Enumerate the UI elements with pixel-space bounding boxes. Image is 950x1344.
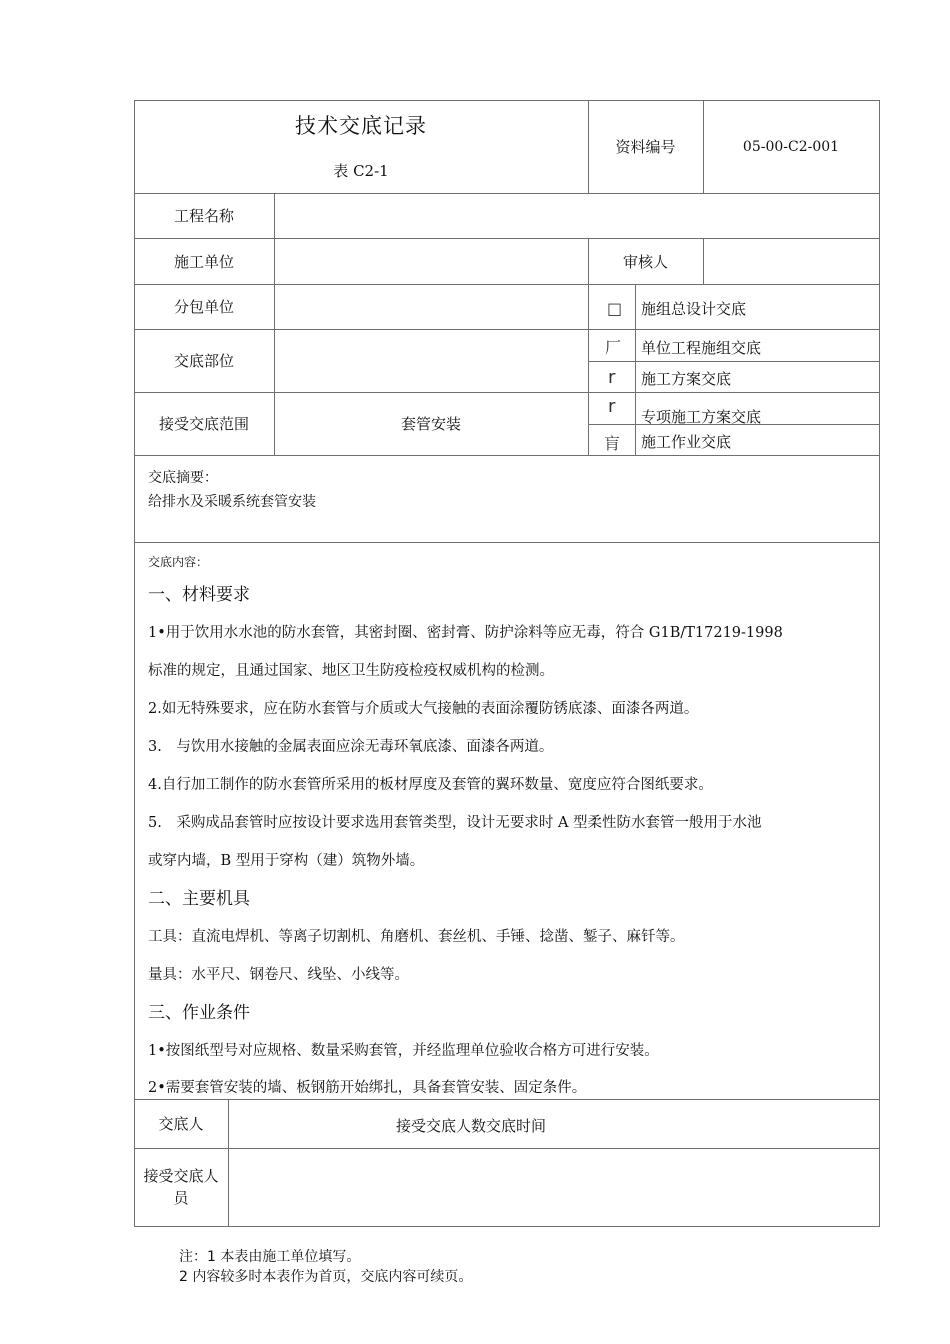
table-border-right — [879, 100, 880, 1227]
checkbox-mark-icon: 肓 — [604, 434, 621, 453]
receivers-field[interactable] — [229, 1149, 879, 1226]
paragraph: 1•按图纸型号对应规格、数量采购套管，并经监理单位验收合格方可进行安装。 — [148, 1043, 659, 1059]
table-border-bottom — [134, 1226, 880, 1227]
subcontractor-label: 分包单位 — [173, 298, 234, 316]
type-option-construction-plan[interactable] — [589, 362, 879, 392]
type-option-label: 施工方案交底 — [641, 370, 732, 388]
construction-unit-field[interactable] — [275, 239, 588, 284]
type-option-label: 施组总设计交底 — [641, 300, 747, 318]
paragraph: 2•需要套管安装的墙、板钢筋开始绑扎，具备套管安装、固定条件。 — [148, 1080, 587, 1096]
type-option-unit-project[interactable] — [589, 330, 879, 361]
paragraph: 量具：水平尺、钢卷尺、线坠、小线等。 — [148, 967, 409, 983]
receiver-info-label: 接受交底人数交底时间 — [396, 1117, 547, 1135]
project-name-label: 工程名称 — [173, 207, 234, 225]
location-label: 交底部位 — [173, 352, 234, 370]
location-field[interactable] — [275, 330, 588, 392]
summary-label: 交底摘要： — [148, 470, 218, 486]
presenter-label: 交底人 — [158, 1115, 204, 1133]
doc-number-value: 05-00-C2-001 — [742, 138, 840, 155]
paragraph: 2.如无特殊要求，应在防水套管与介质或大气接触的表面涂覆防锈底漆、面漆各两道。 — [148, 701, 699, 717]
paragraph: 4.自行加工制作的防水套管所采用的板材厚度及套管的翼环数量、宽度应符合图纸要求。 — [148, 777, 713, 793]
construction-unit-label: 施工单位 — [173, 252, 234, 271]
paragraph: 5. 采购成品套管时应按设计要求选用套管类型，设计无要求时 A 型柔性防水套管一般用于水池 — [148, 815, 762, 831]
section-heading: 三、作业条件 — [148, 1003, 250, 1023]
form-title: 技术交底记录 — [295, 114, 427, 138]
receivers-label: 接受交底人员 — [143, 1167, 219, 1207]
row-divider — [134, 542, 880, 543]
type-option-operation[interactable] — [589, 425, 879, 455]
project-name-field[interactable] — [275, 194, 879, 238]
row-divider — [134, 1099, 880, 1100]
type-option-special-plan[interactable] — [589, 393, 879, 424]
section-heading: 一、材料要求 — [148, 585, 250, 605]
scope-value: 套管安装 — [400, 415, 461, 433]
checkbox-icon: □ — [607, 299, 623, 318]
note-line: 注：1 本表由施工单位填写。 — [179, 1249, 361, 1265]
paragraph: 标准的规定，且通过国家、地区卫生防疫检疫权威机构的检测。 — [148, 663, 554, 679]
content-label: 交底内容： — [148, 555, 209, 569]
paragraph: 或穿内墙，B 型用于穿构（建）筑物外墙。 — [148, 853, 425, 869]
paragraph: 1•用于饮用水水池的防水套管，其密封圈、密封膏、防护涂料等应无毒，符合 G1B/T17219-1998 — [148, 625, 783, 641]
paragraph: 工具：直流电焊机、等离子切割机、角磨机、套丝机、手锤、捻凿、錾子、麻钎等。 — [148, 929, 685, 945]
scope-label: 接受交底范围 — [158, 415, 249, 433]
section-heading: 二、主要机具 — [148, 889, 250, 909]
paragraph: 3. 与饮用水接触的金属表面应涂无毒环氧底漆、面漆各两道。 — [148, 739, 554, 755]
summary-text: 给排水及采暖系统套管安装 — [148, 494, 316, 510]
form-number: 表 C2-1 — [333, 162, 389, 180]
checkbox-mark-icon: r — [608, 367, 616, 388]
checkbox-mark-icon: 厂 — [605, 338, 622, 357]
subcontractor-field[interactable] — [275, 285, 588, 329]
reviewer-label: 审核人 — [622, 252, 668, 271]
row-divider — [134, 455, 880, 456]
type-option-label: 单位工程施组交底 — [641, 339, 762, 357]
type-option-label: 施工作业交底 — [641, 433, 732, 451]
checkbox-mark-icon: r — [608, 396, 616, 417]
type-option-label: 专项施工方案交底 — [641, 408, 762, 426]
doc-number-label: 资料编号 — [615, 138, 676, 156]
reviewer-field[interactable] — [704, 239, 879, 284]
note-line: 2 内容较多时本表作为首页，交底内容可续页。 — [179, 1269, 473, 1285]
type-option-general-design[interactable] — [589, 285, 879, 329]
